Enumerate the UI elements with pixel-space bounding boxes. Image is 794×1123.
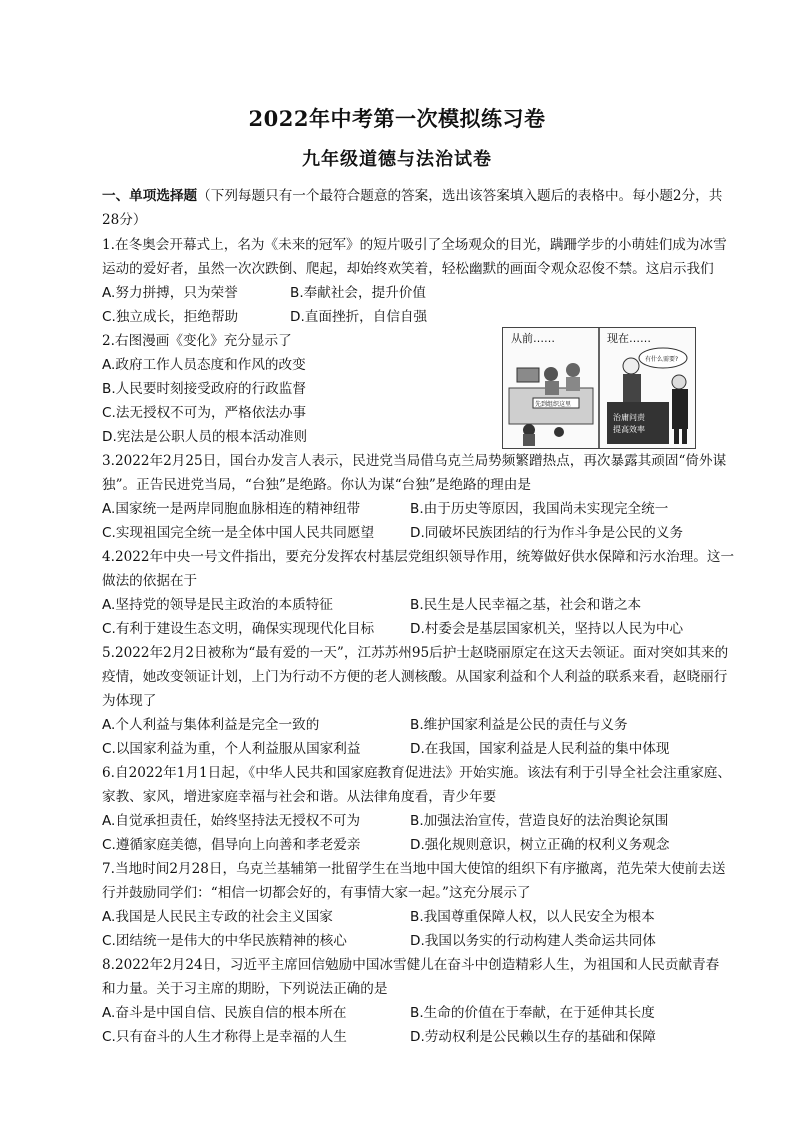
question-7-line-2: 行并鼓励同学们：“相信一切都会好的，有事情大家一起。”这充分展示了	[102, 885, 531, 901]
q6-option-a: A.自觉承担责任，始终坚持法无授权不可为	[102, 813, 361, 829]
question-4-line-2: 做法的依据在于	[102, 573, 198, 589]
q7-option-c: C.团结统一是伟大的中华民族精神的核心	[102, 933, 347, 949]
label-now: 现在……	[607, 332, 651, 345]
label-before: 从前……	[511, 332, 555, 345]
q2-option-c: C.法无授权不可为，严格依法办事	[102, 405, 307, 421]
q8-option-a: A.奋斗是中国自信、民族自信的根本所在	[102, 1005, 347, 1021]
question-4-line-1: 4.2022年中央一号文件指出，要充分发挥农村基层党组织领导作用，统筹做好供水保障和污水治理。这一	[102, 549, 735, 565]
q2-option-a: A.政府工作人员态度和作风的改变	[102, 357, 306, 373]
q1-option-a: A.努力拼搏，只为荣誉	[102, 285, 238, 301]
cartoon-illustration	[503, 328, 695, 448]
q1-option-c: C.独立成长，拒绝帮助	[102, 309, 239, 325]
q3-option-d: D.同破坏民族团结的行为作斗争是公民的义务	[410, 525, 684, 541]
section-heading: 一、单项选择题	[102, 188, 198, 204]
question-2-line-1: 2.右图漫画《变化》充分显示了	[102, 333, 292, 349]
sign-text: 治庸问责	[613, 413, 645, 422]
q4-option-a: A.坚持党的领导是民主政治的本质特征	[102, 597, 333, 613]
page-subtitle: 九年级道德与法治试卷	[302, 149, 492, 170]
sign-text-2: 提高效率	[613, 425, 645, 434]
q4-option-c: C.有利于建设生态文明，确保实现现代化目标	[102, 621, 375, 637]
q6-option-c: C.遵循家庭美德，倡导向上向善和孝老爱亲	[102, 837, 361, 853]
question-8-line-1: 8.2022年2月24日，习近平主席回信勉励中国冰雪健儿在奋斗中创造精彩人生，为祖国和人民贡献青春	[102, 957, 720, 973]
q5-option-a: A.个人利益与集体利益是完全一致的	[102, 717, 320, 733]
q7-option-a: A.我国是人民民主专政的社会主义国家	[102, 909, 333, 925]
question-5-line-3: 为体现了	[102, 693, 157, 709]
question-3-line-1: 3.2022年2月25日，国台办发言人表示，民进党当局借乌克兰局势频繁蹭热点，再次暴露其顽固“倚外谋	[102, 453, 727, 469]
q3-option-c: C.实现祖国完全统一是全体中国人民共同愿望	[102, 525, 375, 541]
q4-option-d: D.村委会是基层国家机关，坚持以人民为中心	[410, 621, 684, 637]
q6-option-b: B.加强法治宣传，营造良好的法治舆论氛围	[410, 813, 669, 829]
q3-option-b: B.由于历史等原因，我国尚未实现完全统一	[410, 501, 669, 517]
q3-option-a: A.国家统一是两岸同胞血脉相连的精神纽带	[102, 501, 361, 517]
q7-option-b: B.我国尊重保障人权，以人民安全为根本	[410, 909, 655, 925]
question-1-line-1: 1.在冬奥会开幕式上，名为《未来的冠军》的短片吸引了全场观众的目光，蹒跚学步的小萌娃们成为冰雪	[102, 237, 727, 253]
q8-option-d: D.劳动权利是公民赖以生存的基础和保障	[410, 1029, 656, 1045]
cert-text: 先到组织这里	[535, 401, 572, 408]
question-8-line-2: 和力量。关于习主席的期盼，下列说法正确的是	[102, 981, 388, 997]
q1-option-b: B.奉献社会，提升价值	[290, 285, 426, 301]
q8-option-c: C.只有奋斗的人生才称得上是幸福的人生	[102, 1029, 347, 1045]
question-5-line-1: 5.2022年2月2日被称为“最有爱的一天”，江苏苏州95后护士赵晓丽原定在这天去领证。面对突如其来的	[102, 645, 729, 661]
q7-option-d: D.我国以务实的行动构建人类命运共同体	[410, 933, 656, 949]
section-instructions-cont: 28分）	[102, 212, 147, 228]
q5-option-c: C.以国家利益为重，个人利益服从国家利益	[102, 741, 361, 757]
question-3-line-2: 独”。正告民进党当局，“台独”是绝路。你认为谋“台独”是绝路的理由是	[102, 477, 531, 493]
section-instructions-text: （下列每题只有一个最符合题意的答案，选出该答案填入题后的表格中。每小题2分，共	[197, 188, 723, 204]
question-7-line-1: 7.当地时间2月28日，乌克兰基辅第一批留学生在当地中国大使馆的组织下有序撤离，范先荣大使前去送	[102, 861, 726, 877]
q6-option-d: D.强化规则意识，树立正确的权利义务观念	[410, 837, 670, 853]
q2-option-d: D.宪法是公职人员的根本活动准则	[102, 429, 308, 445]
q1-option-d: D.直面挫折，自信自强	[290, 309, 428, 325]
section-instructions	[102, 186, 722, 206]
q5-option-b: B.维护国家利益是公民的责任与义务	[410, 717, 628, 733]
q5-option-d: D.在我国，国家利益是人民利益的集中体现	[410, 741, 670, 757]
q2-option-b: B.人民要时刻接受政府的行政监督	[102, 381, 306, 397]
page-title: 2022年中考第一次模拟练习卷	[248, 106, 546, 131]
speech-bubble: 有什么需要?	[645, 356, 679, 363]
question-1-line-2: 运动的爱好者，虽然一次次跌倒、爬起，却始终欢笑着，轻松幽默的画面令观众忍俊不禁。这启示我们	[102, 261, 714, 277]
q8-option-b: B.生命的价值在于奉献，在于延伸其长度	[410, 1005, 655, 1021]
question-6-line-1: 6.自2022年1月1日起，《中华人民共和国家庭教育促进法》开始实施。该法有利于引导全社会注重家庭、	[102, 765, 731, 781]
question-5-line-2: 疫情，她改变领证计划，上门为行动不方便的老人测核酸。从国家利益和个人利益的联系来看，赵晓丽行	[102, 669, 728, 685]
q4-option-b: B.民生是人民幸福之基，社会和谐之本	[410, 597, 642, 613]
question-6-line-2: 家教、家风，增进家庭幸福与社会和谐。从法律角度看，青少年要	[102, 789, 497, 805]
cartoon-figure	[502, 327, 696, 449]
